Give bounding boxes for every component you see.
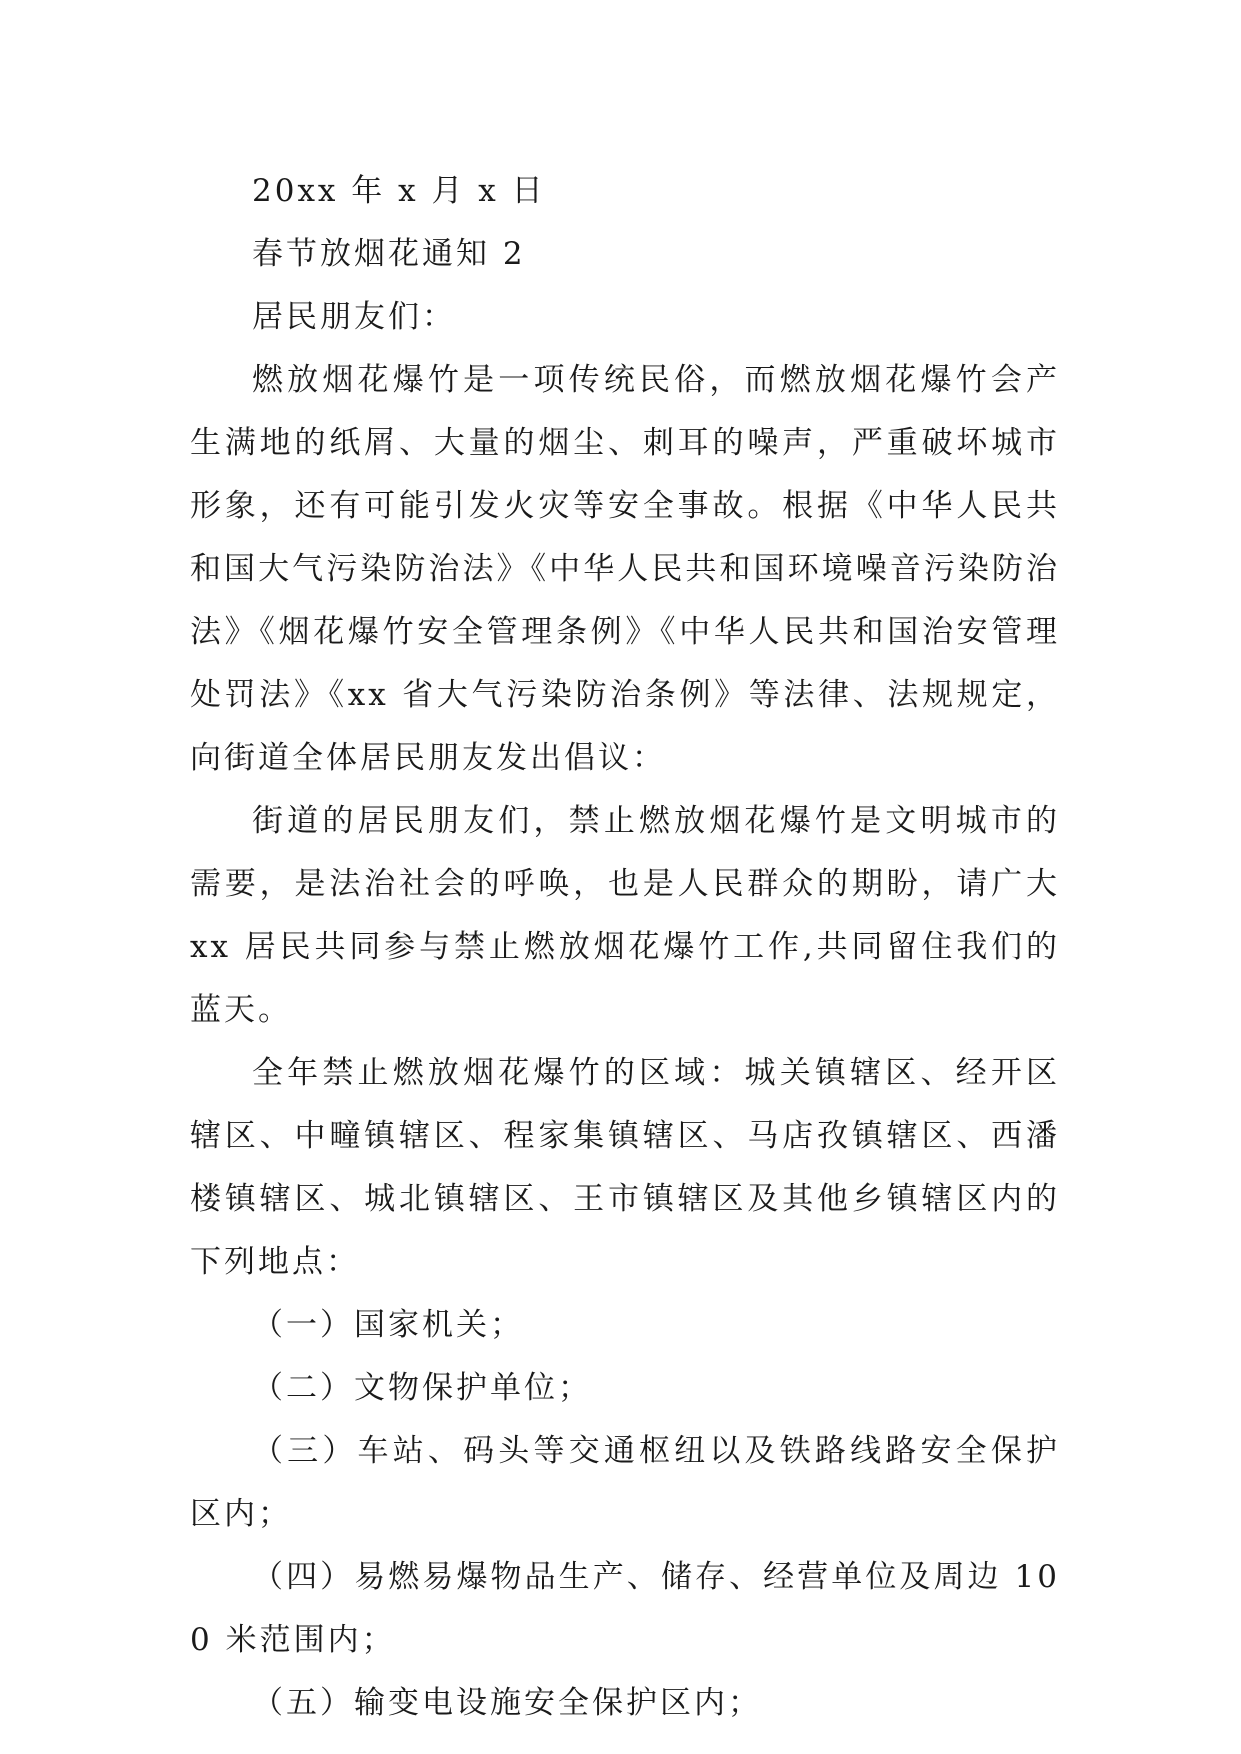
salutation: 居民朋友们： <box>252 299 456 335</box>
document-body <box>190 160 1060 1735</box>
paragraph-appeal: 街道的居民朋友们，禁止燃放烟花爆竹是文明城市的需要，是法治社会的呼唤，也是人民群众的期盼，请广大 xx 居民共同参与禁止燃放烟花爆竹工作,共同留住我们的蓝天。 <box>190 803 1060 1028</box>
list-item: （五）输变电设施安全保护区内； <box>252 1685 762 1721</box>
list-item: （四）易燃易爆物品生产、储存、经营单位及周边 100 米范围内； <box>190 1559 1060 1658</box>
list-item: （三）车站、码头等交通枢纽以及铁路线路安全保护区内； <box>190 1433 1060 1532</box>
list-item: （二）文物保护单位； <box>252 1370 592 1406</box>
paragraph-prohibited-areas: 全年禁止燃放烟花爆竹的区域：城关镇辖区、经开区辖区、中疃镇辖区、程家集镇辖区、马店孜镇辖区、西潘楼镇辖区、城北镇辖区、王市镇辖区及其他乡镇辖区内的下列地点： <box>190 1055 1060 1280</box>
paragraph-intro: 燃放烟花爆竹是一项传统民俗，而燃放烟花爆竹会产生满地的纸屑、大量的烟尘、刺耳的噪声，严重破坏城市形象，还有可能引发火灾等安全事故。根据《中华人民共和国大气污染防治法》《中华人民共和国环境噪音污染防治法》《烟花爆竹安全管理条例》《中华人民共和国治安管理处罚法》《xx 省大气污染防治条例》等法律、法规规定，向街道全体居民朋友发出倡议： <box>190 362 1060 776</box>
document-title: 春节放烟花通知 2 <box>252 236 526 272</box>
list-item: （一）国家机关； <box>252 1307 524 1343</box>
document-date: 20xx 年 x 月 x 日 <box>252 173 546 209</box>
